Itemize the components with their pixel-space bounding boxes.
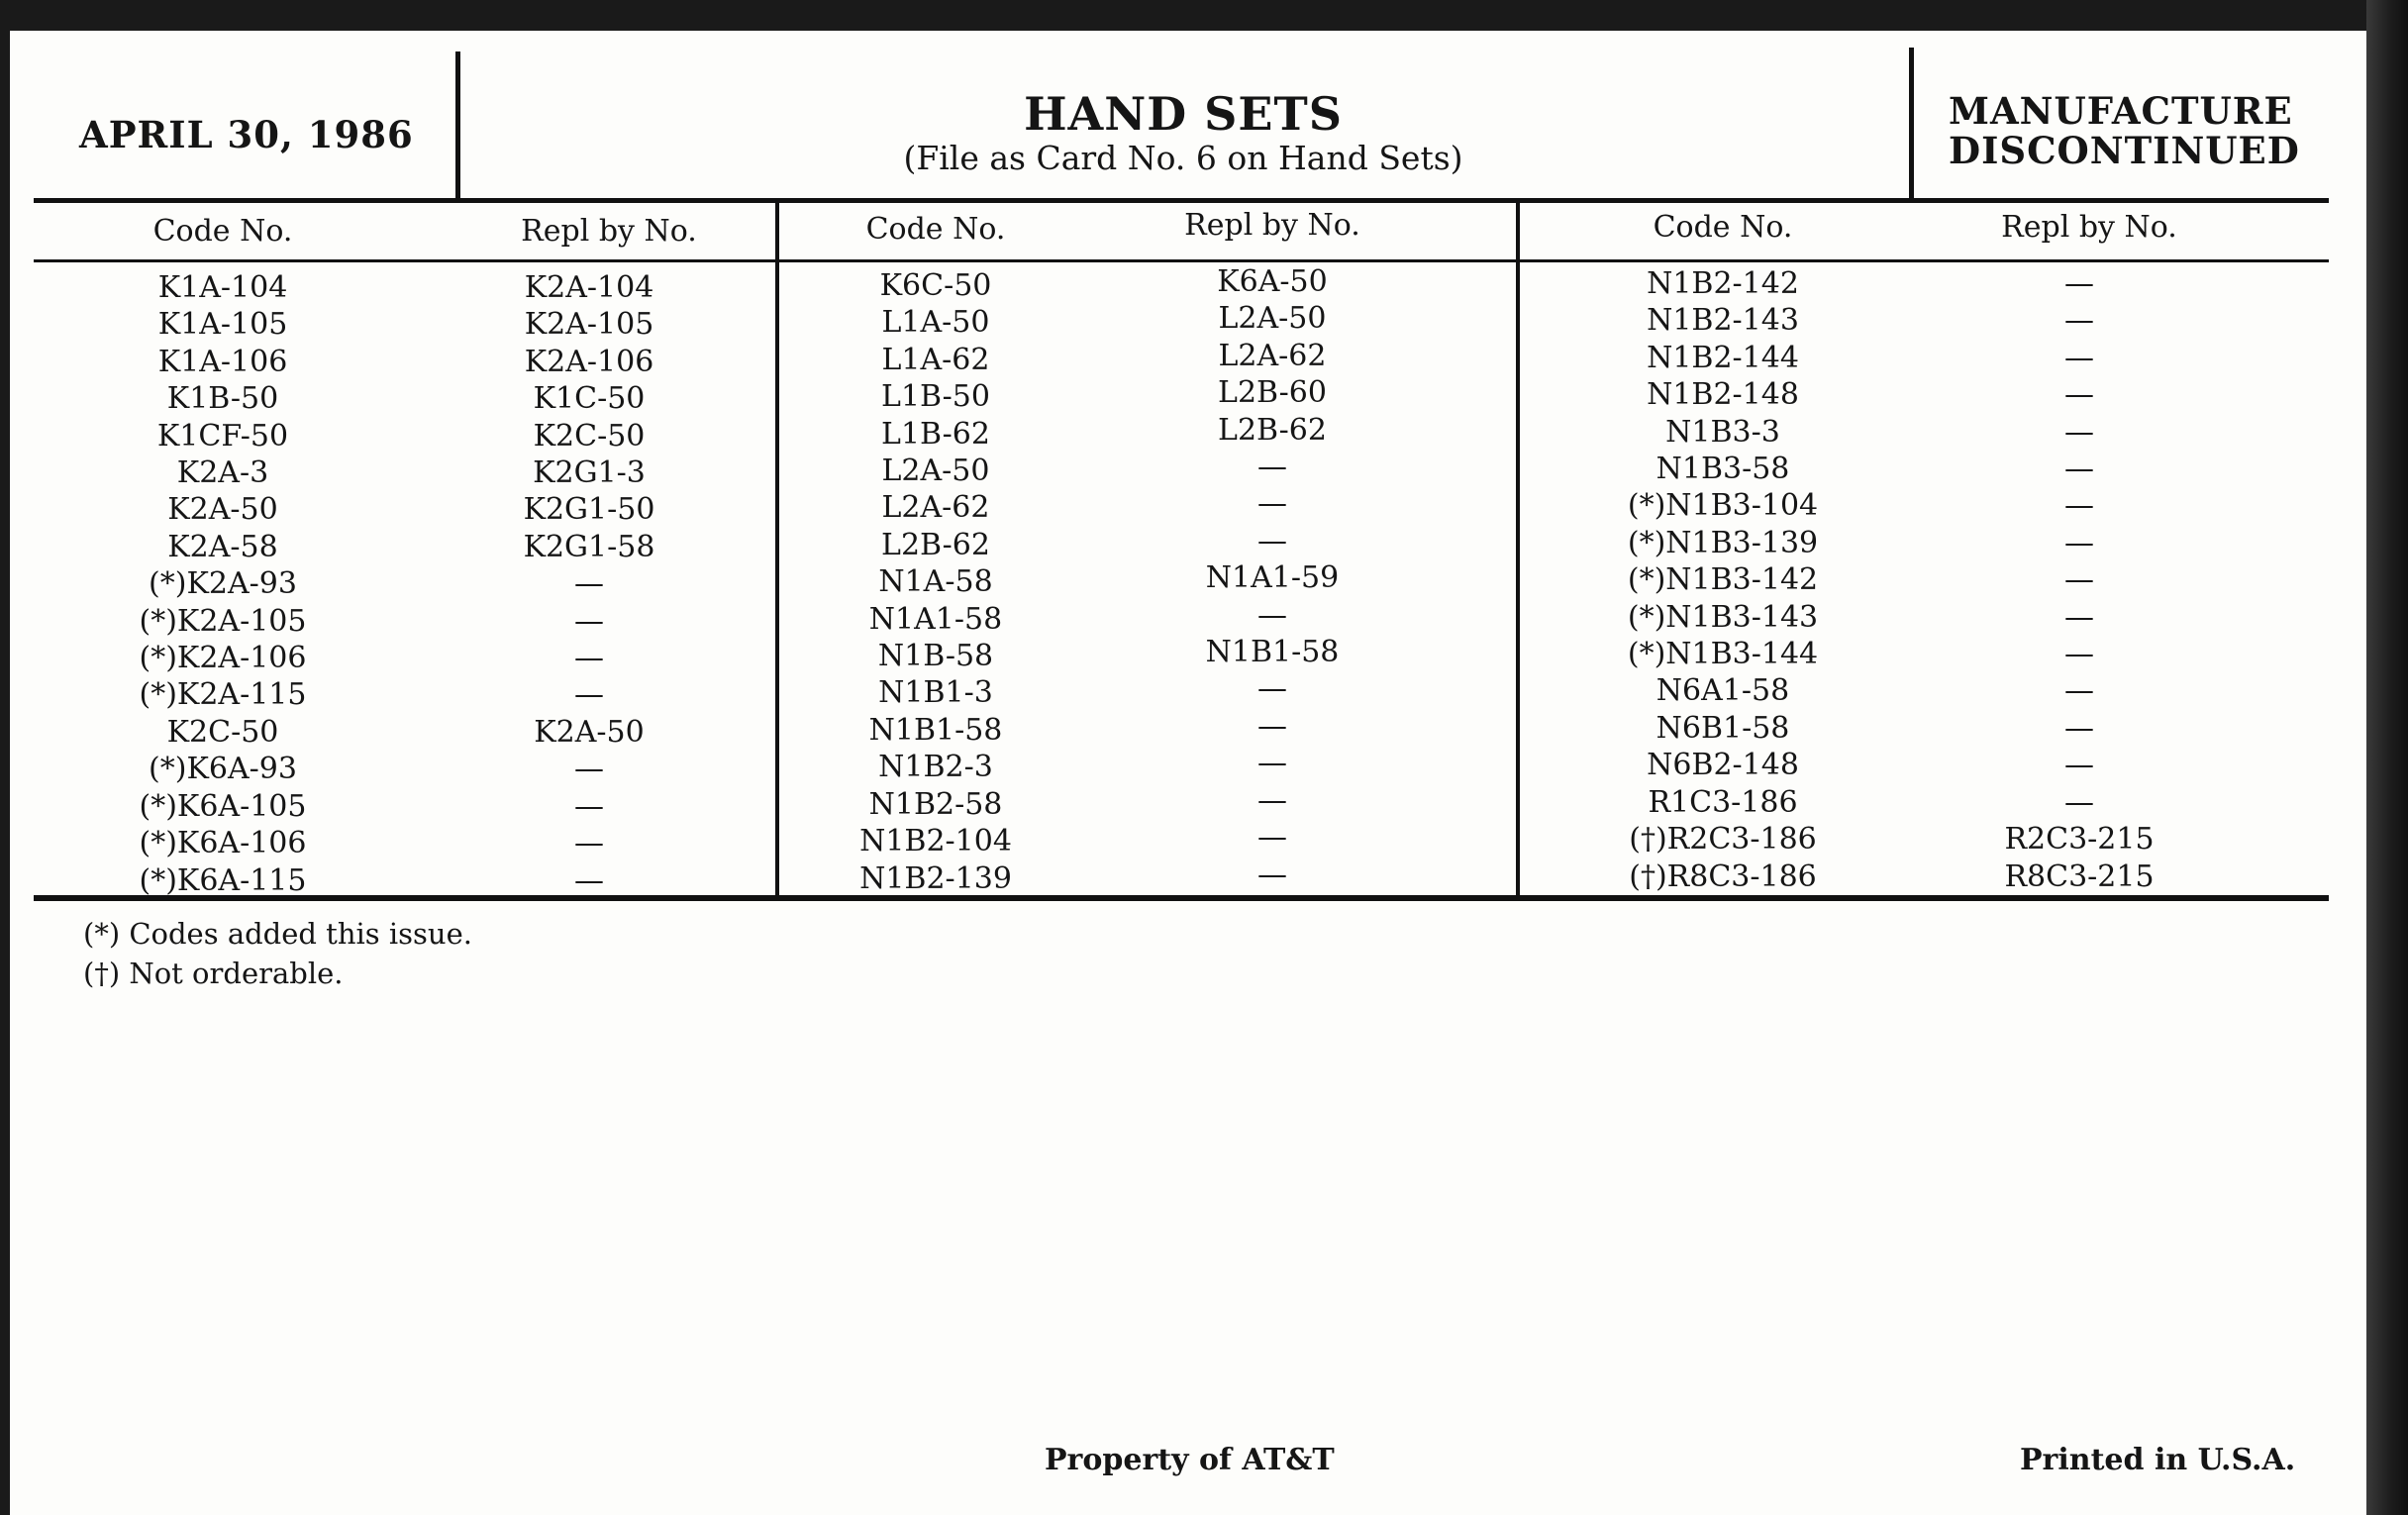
repl-cell: — <box>2064 673 2094 709</box>
code-cell: L2B-62 <box>881 527 990 562</box>
repl-cell: — <box>1257 486 1287 522</box>
code-cell: N1B-58 <box>877 639 994 674</box>
code-cell: N1A-58 <box>878 564 993 600</box>
repl-cell: K2A-104 <box>524 270 654 305</box>
code-cell: N1B2-104 <box>859 824 1012 859</box>
code-cell: (*)N1B3-104 <box>1627 488 1819 524</box>
code-cell: N1B2-148 <box>1647 377 1799 413</box>
repl-cell: R2C3-215 <box>2004 822 2155 858</box>
repl-cell: — <box>2064 414 2094 450</box>
repl-cell: — <box>2064 525 2094 560</box>
code-cell: N6B1-58 <box>1656 710 1790 746</box>
code-cell: N1B3-58 <box>1656 452 1790 487</box>
code-cell: N6A1-58 <box>1656 673 1790 709</box>
group-divider-1 <box>775 203 779 898</box>
group1-code-column <box>89 269 356 899</box>
repl-cell: — <box>574 788 604 824</box>
repl-cell: K1C-50 <box>533 381 646 417</box>
repl-cell: K2C-50 <box>533 418 646 454</box>
code-cell: K1A-105 <box>157 307 288 343</box>
group2-code-column <box>822 267 1050 897</box>
repl-cell: L2A-50 <box>1218 301 1327 337</box>
repl-cell: — <box>2064 266 2094 301</box>
code-cell: L1A-50 <box>881 305 990 341</box>
repl-cell: L2A-62 <box>1218 338 1327 373</box>
repl-cell: — <box>2064 748 2094 783</box>
repl-cell: — <box>2064 562 2094 598</box>
footer-printed: Printed in U.S.A. <box>2020 1443 2296 1477</box>
repl-cell: — <box>2064 303 2094 339</box>
col-header-repl-2: Repl by No. <box>1184 208 1360 243</box>
repl-cell: — <box>2064 710 2094 746</box>
scan-edge <box>2366 0 2408 1515</box>
group-divider-2 <box>1516 203 1520 898</box>
repl-cell: — <box>1257 450 1287 485</box>
code-cell: (*)K2A-105 <box>139 603 307 639</box>
code-cell: L2A-50 <box>881 454 990 489</box>
group2-repl-column <box>1168 263 1376 893</box>
repl-cell: — <box>2064 784 2094 820</box>
code-cell: (†)R2C3-186 <box>1629 822 1817 858</box>
code-cell: K1A-106 <box>157 344 288 379</box>
repl-cell: — <box>1257 820 1287 856</box>
repl-cell: K2A-105 <box>524 307 654 343</box>
code-cell: N1B2-139 <box>859 860 1012 896</box>
code-cell: (*)K6A-105 <box>139 788 307 824</box>
code-cell: K2A-50 <box>167 492 278 528</box>
repl-cell: N1B1-58 <box>1205 635 1340 670</box>
repl-cell: — <box>2064 340 2094 375</box>
repl-cell: — <box>574 603 604 639</box>
code-cell: (*)K6A-93 <box>149 752 297 787</box>
code-cell: N1B2-58 <box>868 786 1003 822</box>
repl-cell: — <box>574 677 604 713</box>
status-line-1: MANUFACTURE <box>1949 89 2293 133</box>
header-divider-right <box>1909 48 1914 198</box>
repl-cell: — <box>1257 708 1287 744</box>
col-header-repl-1: Repl by No. <box>521 214 697 249</box>
repl-cell: — <box>1257 523 1287 558</box>
repl-cell: — <box>2064 637 2094 672</box>
repl-cell: K2A-106 <box>524 344 654 379</box>
repl-cell: K2G1-58 <box>523 529 655 564</box>
code-cell: K2C-50 <box>166 714 279 750</box>
code-cell: (*)K6A-106 <box>139 826 307 861</box>
repl-cell: — <box>1257 746 1287 781</box>
repl-cell: — <box>574 826 604 861</box>
footer-property: Property of AT&T <box>1045 1443 1335 1477</box>
code-cell: L2A-62 <box>881 490 990 526</box>
code-cell: N1B1-3 <box>878 675 993 711</box>
document-title: HAND SETS <box>1024 87 1343 141</box>
status-line-2: DISCONTINUED <box>1949 129 2300 172</box>
code-cell: N6B2-148 <box>1647 748 1799 783</box>
note-codes-added: (*) Codes added this issue. <box>83 917 472 951</box>
code-cell: (†)R8C3-186 <box>1629 858 1817 894</box>
repl-cell: K6A-50 <box>1217 264 1328 299</box>
repl-cell: — <box>574 862 604 898</box>
repl-cell: — <box>1257 782 1287 818</box>
code-cell: L1A-62 <box>881 342 990 377</box>
col-header-code-2: Code No. <box>865 212 1006 247</box>
repl-cell: R8C3-215 <box>2004 858 2155 894</box>
code-cell: N1A1-58 <box>868 601 1003 637</box>
repl-cell: — <box>574 752 604 787</box>
repl-cell: — <box>1257 857 1287 892</box>
group3-repl-column <box>1965 265 2193 895</box>
code-cell: (*)N1B3-142 <box>1627 562 1819 598</box>
repl-cell: — <box>1257 597 1287 633</box>
code-cell: (*)N1B3-143 <box>1627 599 1819 635</box>
status-label <box>1949 91 2325 170</box>
table-bottom-rule <box>34 895 2329 901</box>
repl-cell: L2B-62 <box>1218 412 1327 448</box>
group1-repl-column <box>485 269 693 899</box>
repl-cell: — <box>2064 377 2094 413</box>
code-cell: N1B1-58 <box>868 712 1003 748</box>
code-cell: K1CF-50 <box>156 418 289 454</box>
repl-cell: L2B-60 <box>1218 375 1327 411</box>
code-cell: K1A-104 <box>157 270 288 305</box>
col-header-code-1: Code No. <box>152 214 293 249</box>
code-cell: L1B-50 <box>881 379 990 415</box>
repl-cell: K2G1-50 <box>523 492 655 528</box>
repl-cell: N1A1-59 <box>1205 560 1340 596</box>
code-cell: N1B2-144 <box>1647 340 1799 375</box>
code-cell: (*)K2A-93 <box>149 566 297 602</box>
header-divider-left <box>455 51 460 202</box>
repl-cell: — <box>574 566 604 602</box>
document-subtitle: (File as Card No. 6 on Hand Sets) <box>903 139 1463 177</box>
code-cell: (*)N1B3-139 <box>1627 525 1819 560</box>
code-cell: K1B-50 <box>166 381 279 417</box>
code-cell: N1B2-143 <box>1647 303 1799 339</box>
code-cell: (*)K2A-115 <box>139 677 307 713</box>
code-cell: N1B3-3 <box>1665 414 1780 450</box>
col-header-repl-3: Repl by No. <box>2001 210 2177 245</box>
repl-cell: — <box>2064 452 2094 487</box>
code-cell: (*)N1B3-144 <box>1627 637 1819 672</box>
column-header-rule <box>34 259 2329 262</box>
code-cell: R1C3-186 <box>1648 784 1798 820</box>
col-header-code-3: Code No. <box>1653 210 1793 245</box>
code-cell: K2A-3 <box>176 455 269 491</box>
code-cell: N1B2-142 <box>1647 266 1799 301</box>
code-cell: K6C-50 <box>879 268 992 303</box>
code-cell: (*)K2A-106 <box>139 641 307 676</box>
repl-cell: K2G1-3 <box>533 455 646 491</box>
repl-cell: — <box>2064 599 2094 635</box>
repl-cell: — <box>574 641 604 676</box>
code-cell: K2A-58 <box>167 529 278 564</box>
code-cell: N1B2-3 <box>878 750 993 785</box>
repl-cell: — <box>2064 488 2094 524</box>
note-not-orderable: (†) Not orderable. <box>83 957 344 990</box>
code-cell: L1B-62 <box>881 416 990 452</box>
group3-code-column <box>1584 265 1861 895</box>
code-cell: (*)K6A-115 <box>139 862 307 898</box>
repl-cell: K2A-50 <box>534 714 645 750</box>
issue-date: APRIL 30, 1986 <box>79 113 414 156</box>
repl-cell: — <box>1257 671 1287 707</box>
header-bottom-rule <box>34 198 2329 203</box>
